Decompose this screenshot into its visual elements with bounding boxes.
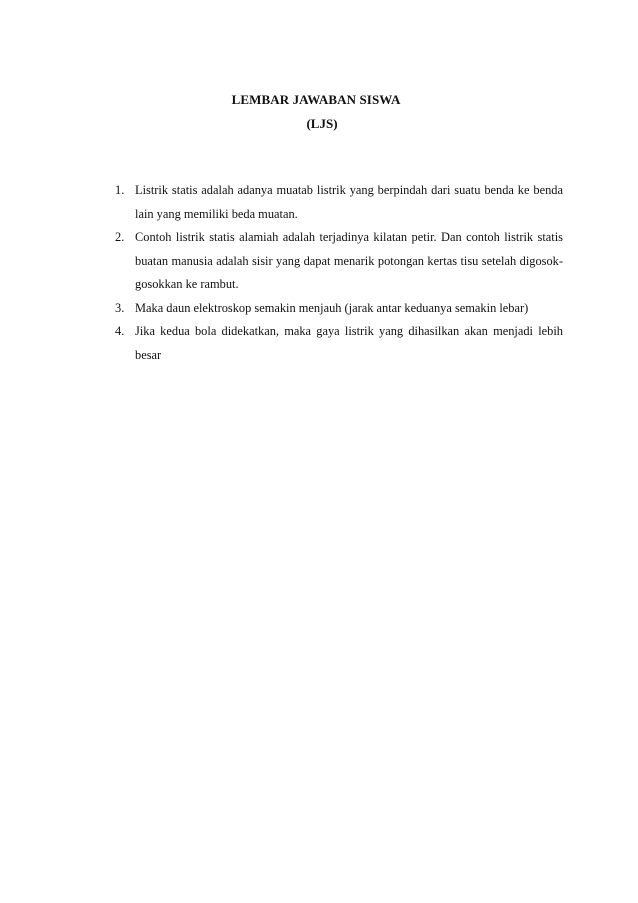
answer-number: 4.: [115, 324, 125, 338]
answer-item: [115, 226, 563, 297]
answer-number: 2.: [115, 230, 125, 244]
answer-list: [115, 179, 563, 367]
answer-text: Maka daun elektroskop semakin menjauh (jarak antar keduanya semakin lebar): [135, 300, 529, 315]
answer-text: Contoh listrik statis alamiah adalah terjadinya kilatan petir. Dan contoh listrik statis buatan manusia adalah sisir yang dapat menarik potongan kertas tisu setelah digosok-gosokkan ke rambut.: [135, 230, 563, 291]
answer-item: [115, 320, 563, 367]
answer-item: [115, 297, 563, 321]
answer-text: Listrik statis adalah adanya muatab listrik yang berpindah dari suatu benda ke benda lain yang memiliki beda muatan.: [135, 183, 563, 221]
answer-number: 3.: [115, 300, 125, 315]
answer-number: 1.: [115, 183, 125, 197]
document-title: LEMBAR JAWABAN SISWA: [231, 92, 401, 107]
answer-text: Jika kedua bola didekatkan, maka gaya listrik yang dihasilkan akan menjadi lebih besar: [135, 324, 563, 362]
answer-item: [115, 179, 563, 226]
document-subtitle: (LJS): [306, 116, 338, 131]
